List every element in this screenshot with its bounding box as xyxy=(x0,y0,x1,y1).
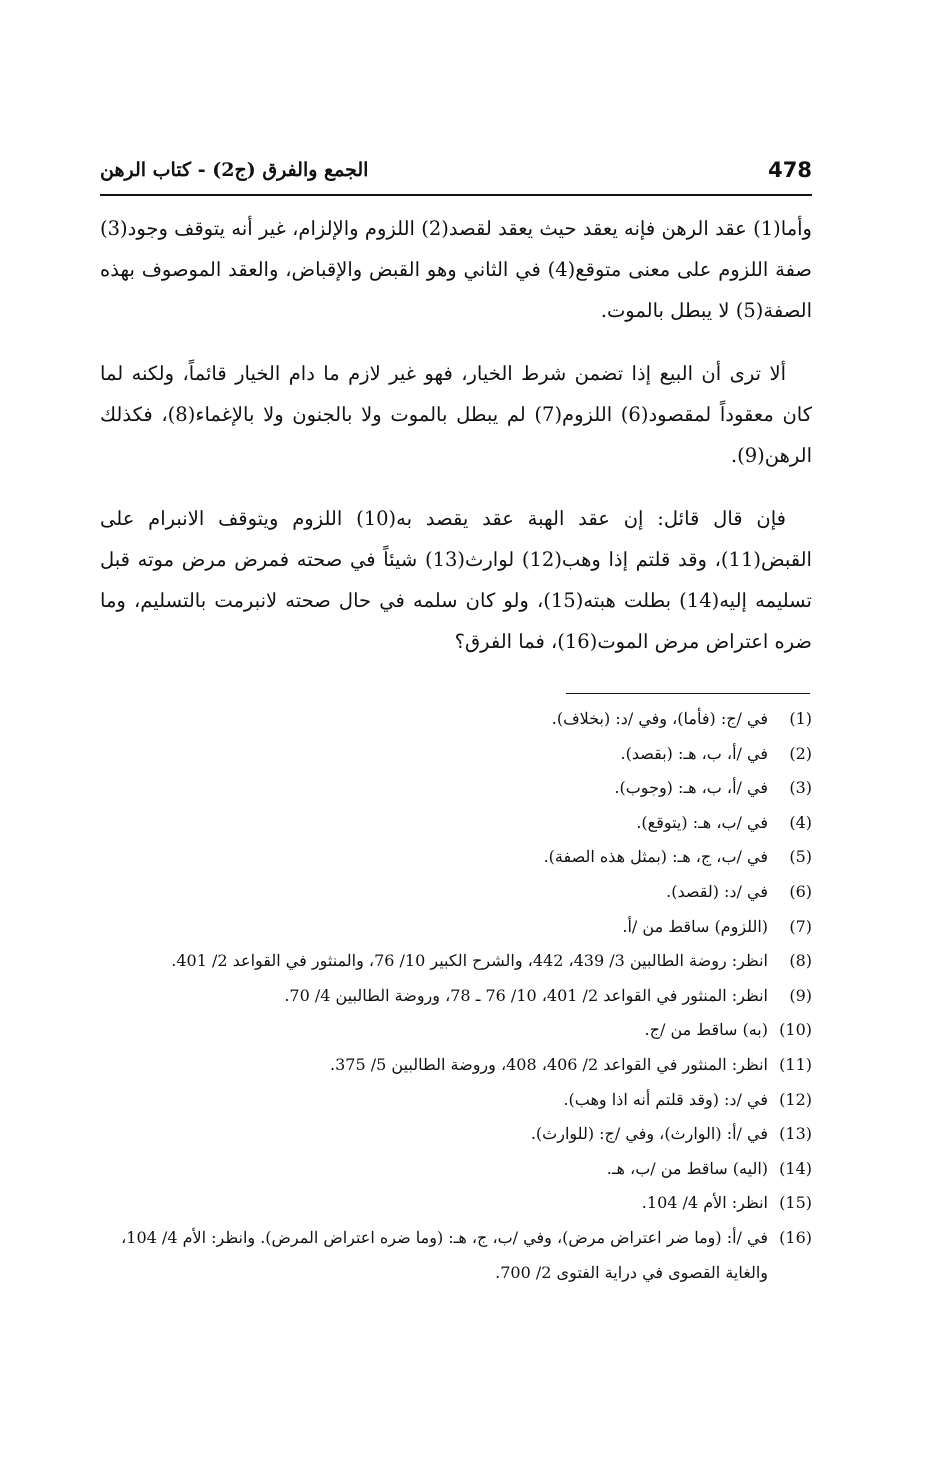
footnote-item xyxy=(100,1152,812,1187)
footnote-item xyxy=(100,702,812,737)
footnote-item xyxy=(100,1117,812,1152)
footnote-item xyxy=(100,806,812,841)
footnote-number: (9) xyxy=(789,985,812,1005)
footnote-number: (6) xyxy=(789,881,812,901)
footnote-text: (اليه) ساقط من /ب، هـ. xyxy=(606,1158,768,1178)
footnote-number: (1) xyxy=(789,709,812,728)
footnote-text: (به) ساقط من /ج. xyxy=(644,1020,768,1040)
paragraph: ألا ترى أن البيع إذا تضمن شرط الخيار، فهو غير لازم ما دام الخيار قائماً، ولكنه لما كان معقوداً لمقصود(6) اللزوم(7) لم يبطل بالموت ولا بالجنون ولا بالإغماء(8)، فكذلك الرهن(9). xyxy=(100,362,812,467)
page-header xyxy=(100,152,812,188)
footnote-number: (15) xyxy=(779,1193,812,1213)
footnote-text: في /ج: (فأما)، وفي /د: (بخلاف). xyxy=(551,709,768,728)
footnote-text: انظر: روضة الطالبين 3/ 439، 442، والشرح الكبير 10/ 76، والمنثور في القواعد 2/ 401. xyxy=(171,951,768,971)
footnote-text: (اللزوم) ساقط من /أ. xyxy=(622,916,768,936)
footnote-item xyxy=(100,979,812,1014)
footnote-number: (11) xyxy=(779,1054,812,1074)
footnote-number: (5) xyxy=(789,847,812,867)
footnote-item xyxy=(100,1186,812,1221)
footnote-item xyxy=(100,1083,812,1118)
footnote-item xyxy=(100,944,812,979)
footnote-item xyxy=(100,1048,812,1083)
footnote-number: (8) xyxy=(789,951,812,971)
footnote-number: (10) xyxy=(779,1020,812,1040)
footnote-text: انظر: المنثور في القواعد 2/ 401، 10/ 76 ـ 78، وروضة الطالبين 4/ 70. xyxy=(284,985,768,1005)
footnote-number: (7) xyxy=(789,916,812,936)
footnote-number: (13) xyxy=(779,1124,812,1144)
footnote-text: في /أ، ب، هـ: (وجوب). xyxy=(614,778,768,798)
footnote-number: (14) xyxy=(779,1158,812,1178)
header-rule xyxy=(100,194,812,196)
footnote-item xyxy=(100,1221,812,1290)
footnote-text: في /أ: (الوارث)، وفي /ج: (للوارث). xyxy=(530,1124,768,1144)
page-number: 478 xyxy=(768,158,812,182)
footnote-number: (12) xyxy=(779,1089,812,1109)
footnote-text: انظر: الأم 4/ 104. xyxy=(641,1193,768,1213)
footnote-number: (3) xyxy=(789,778,812,798)
footnote-text: في /د: (لقصد). xyxy=(666,881,768,901)
footnote-text: في /أ: (وما ضر اعتراض مرض)، وفي /ب، ج، هـ: (وما ضره اعتراض المرض). وانظر: الأم 4/ 104، والغاية القصوى في دراية الفتوى 2/ 700. xyxy=(121,1227,768,1282)
paragraph: فإن قال قائل: إن عقد الهبة عقد يقصد به(10) اللزوم ويتوقف الانبرام على القبض(11)، وقد قلتم إذا وهب(12) لوارث(13) شيئاً في صحته فمرض مرض موته قبل تسليمه إليه(14) بطلت هبته(15)، ولو كان سلمه في حال صحته لانبرمت بالتسليم، وما ضره اعتراض مرض الموت(16)، فما الفرق؟ xyxy=(100,507,812,653)
footnote-number: (2) xyxy=(789,743,812,763)
footnote-item xyxy=(100,910,812,945)
footnote-number: (16) xyxy=(779,1227,812,1247)
footnote-text: في /ب، ج، هـ: (بمثل هذه الصفة). xyxy=(543,847,768,867)
footnote-item xyxy=(100,771,812,806)
paragraph: وأما(1) عقد الرهن فإنه يعقد حيث يعقد لقصد(2) اللزوم والإلزام، غير أنه يتوقف وجود(3) صفة اللزوم على معنى متوقع(4) في الثاني وهو القبض والإقباض، والعقد الموصوف بهذه الصفة(5) لا يبطل بالموت. xyxy=(100,217,812,322)
footnote-text: في /ب، هـ: (يتوقع). xyxy=(636,812,768,832)
running-title: الجمع والفرق (ج2) - كتاب الرهن xyxy=(100,159,369,181)
footnote-item xyxy=(100,875,812,910)
main-text xyxy=(100,208,812,684)
footnote-item xyxy=(100,840,812,875)
footnote-item xyxy=(100,737,812,772)
footnotes xyxy=(100,702,812,1290)
footnote-separator xyxy=(566,693,810,694)
footnote-text: في /د: (وقد قلتم أنه اذا وهب). xyxy=(563,1089,768,1109)
footnote-item xyxy=(100,1013,812,1048)
footnote-text: في /أ، ب، هـ: (بقصد). xyxy=(620,743,768,763)
footnote-number: (4) xyxy=(789,812,812,832)
footnote-text: انظر: المنثور في القواعد 2/ 406، 408، وروضة الطالبين 5/ 375. xyxy=(330,1054,768,1074)
